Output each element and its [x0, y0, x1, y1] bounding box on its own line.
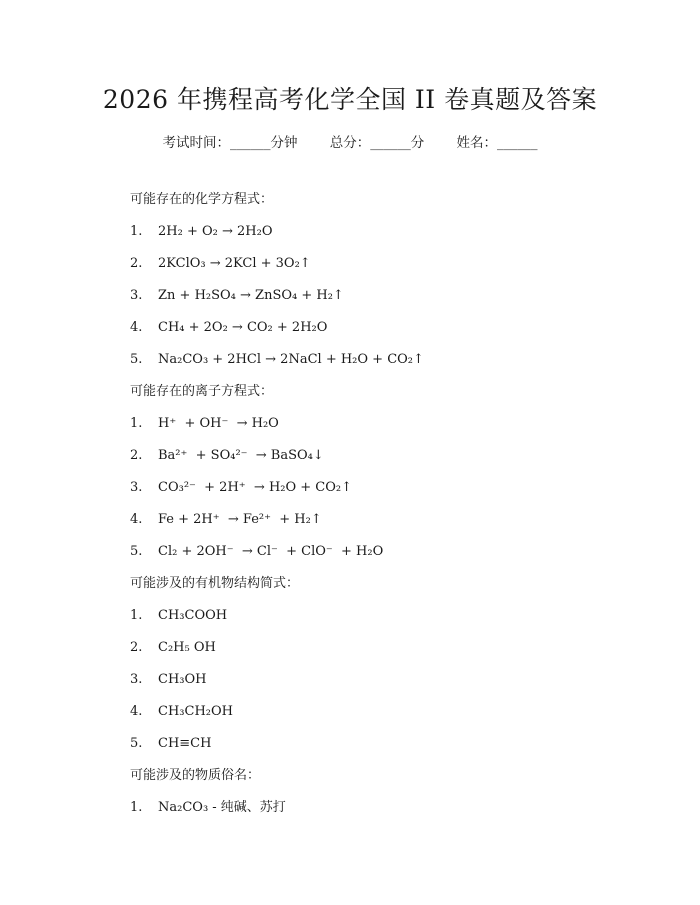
item-number: 1. — [130, 416, 143, 431]
list-item — [130, 702, 630, 734]
section-heading: 可能涉及的物质俗名： — [130, 768, 261, 783]
item-number: 2. — [130, 256, 143, 271]
section-organic-formulas — [130, 574, 630, 766]
item-text: CH₃COOH — [158, 608, 228, 623]
list-item — [130, 478, 630, 510]
list-item — [130, 318, 630, 350]
section-common-names — [130, 766, 630, 830]
exam-meta — [0, 131, 700, 151]
item-text: C₂H₅ OH — [158, 640, 216, 655]
item-text: CH₃CH₂OH — [158, 704, 233, 719]
list-item — [130, 606, 630, 638]
item-number: 2. — [130, 640, 143, 655]
item-text: 2KClO₃ → 2KCl + 3O₂↑ — [158, 256, 311, 271]
item-number: 1. — [130, 800, 143, 815]
document-body — [130, 190, 630, 830]
item-number: 3. — [130, 672, 143, 687]
item-number: 4. — [130, 704, 143, 719]
list-item — [130, 286, 630, 318]
item-text: Na₂CO₃ + 2HCl → 2NaCl + H₂O + CO₂↑ — [158, 352, 424, 367]
document-title: 2026 年携程高考化学全国 II 卷真题及答案 — [102, 85, 598, 114]
item-number: 1. — [130, 224, 143, 239]
item-number: 4. — [130, 512, 143, 527]
section-ionic-equations — [130, 382, 630, 574]
item-text: CH₄ + 2O₂ → CO₂ + 2H₂O — [158, 320, 328, 335]
item-text: CH₃OH — [158, 672, 207, 687]
list-item — [130, 414, 630, 446]
item-text: CH≡CH — [158, 736, 212, 751]
name-field: 姓名：______ — [456, 135, 538, 151]
list-item — [130, 254, 630, 286]
item-number: 3. — [130, 288, 143, 303]
section-heading: 可能涉及的有机物结构简式： — [130, 576, 300, 591]
item-text: Fe + 2H⁺ → Fe²⁺ + H₂↑ — [158, 512, 322, 527]
list-item — [130, 350, 630, 382]
section-chemical-equations — [130, 190, 630, 382]
list-item — [130, 446, 630, 478]
list-item — [130, 734, 630, 766]
item-text: CO₃²⁻ + 2H⁺ → H₂O + CO₂↑ — [158, 480, 353, 495]
list-item — [130, 670, 630, 702]
item-number: 5. — [130, 736, 143, 751]
total-score-field: 总分：______分 — [329, 135, 425, 151]
item-text: 2H₂ + O₂ → 2H₂O — [158, 224, 273, 239]
section-heading: 可能存在的离子方程式： — [130, 384, 274, 399]
list-item — [130, 638, 630, 670]
list-item — [130, 222, 630, 254]
item-text: H⁺ + OH⁻ → H₂O — [158, 416, 279, 431]
list-item — [130, 542, 630, 574]
item-text: Zn + H₂SO₄ → ZnSO₄ + H₂↑ — [158, 288, 344, 303]
exam-time-field: 考试时间：______分钟 — [162, 135, 298, 151]
item-number: 5. — [130, 544, 143, 559]
item-number: 1. — [130, 608, 143, 623]
item-text: Cl₂ + 2OH⁻ → Cl⁻ + ClO⁻ + H₂O — [158, 544, 384, 559]
item-number: 2. — [130, 448, 143, 463]
item-number: 3. — [130, 480, 143, 495]
item-text: Ba²⁺ + SO₄²⁻ → BaSO₄↓ — [158, 448, 324, 463]
section-heading: 可能存在的化学方程式： — [130, 192, 274, 207]
list-item — [130, 510, 630, 542]
item-number: 4. — [130, 320, 143, 335]
list-item — [130, 798, 630, 830]
item-text: Na₂CO₃ - 纯碱、苏打 — [158, 800, 286, 815]
item-number: 5. — [130, 352, 143, 367]
